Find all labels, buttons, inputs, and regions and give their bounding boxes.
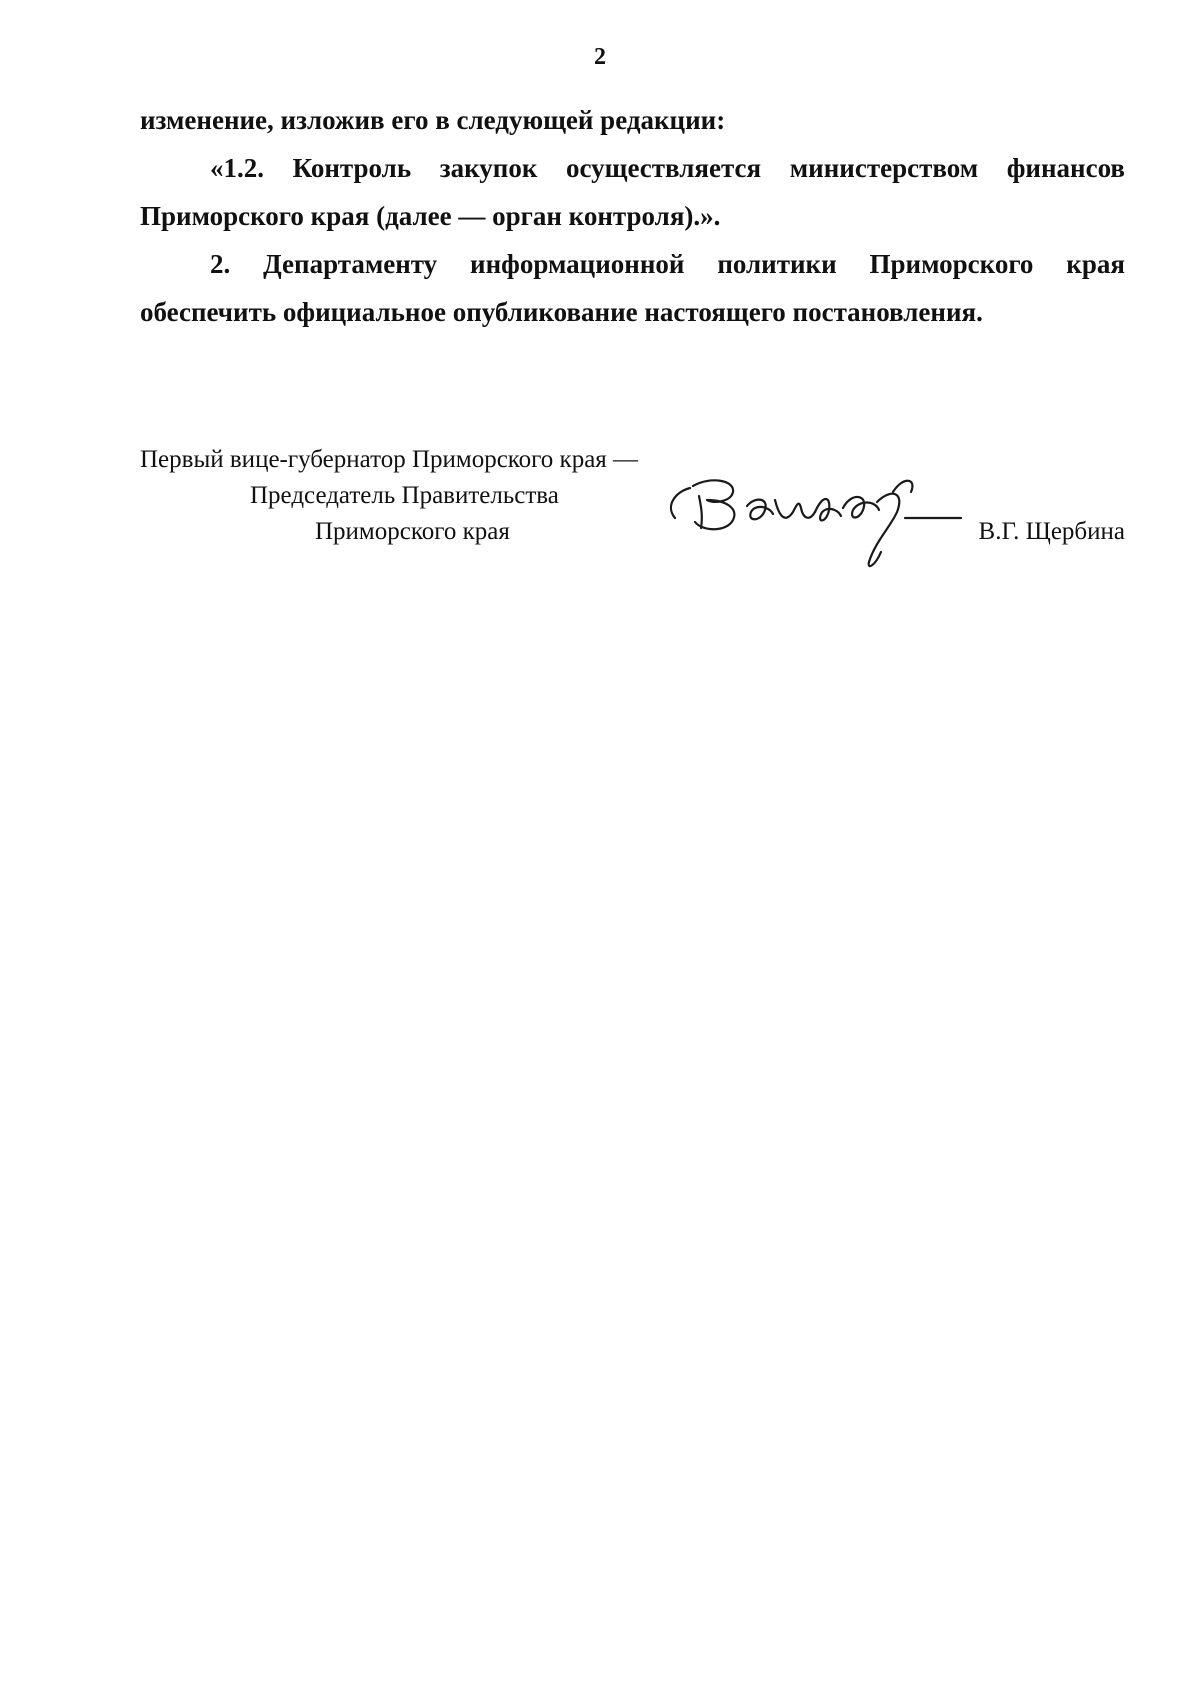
signatory-title-line-2: Председатель Правительства <box>250 482 559 509</box>
paragraph-line-3: Приморского края (далее — орган контроля).». <box>140 201 721 231</box>
page-number: 2 <box>594 44 606 70</box>
paragraph-line-4: 2. Департаменту информационной политики Приморского края <box>210 249 1125 279</box>
paragraph-line-2: «1.2. Контроль закупок осуществляется министерством финансов <box>210 153 1125 183</box>
signatory-title-line-3: Приморского края <box>315 518 510 545</box>
document-body <box>140 96 1125 336</box>
signatory-title-line-1: Первый вице-губернатор Приморского края — <box>140 446 639 473</box>
handwritten-signature-icon <box>655 466 965 576</box>
signatory-name: В.Г. Щербина <box>978 518 1125 545</box>
signature-block <box>140 446 1125 576</box>
paragraph-line-5: обеспечить официальное опубликование настоящего постановления. <box>140 297 983 327</box>
paragraph-line-1: изменение, изложив его в следующей редакции: <box>140 105 726 135</box>
